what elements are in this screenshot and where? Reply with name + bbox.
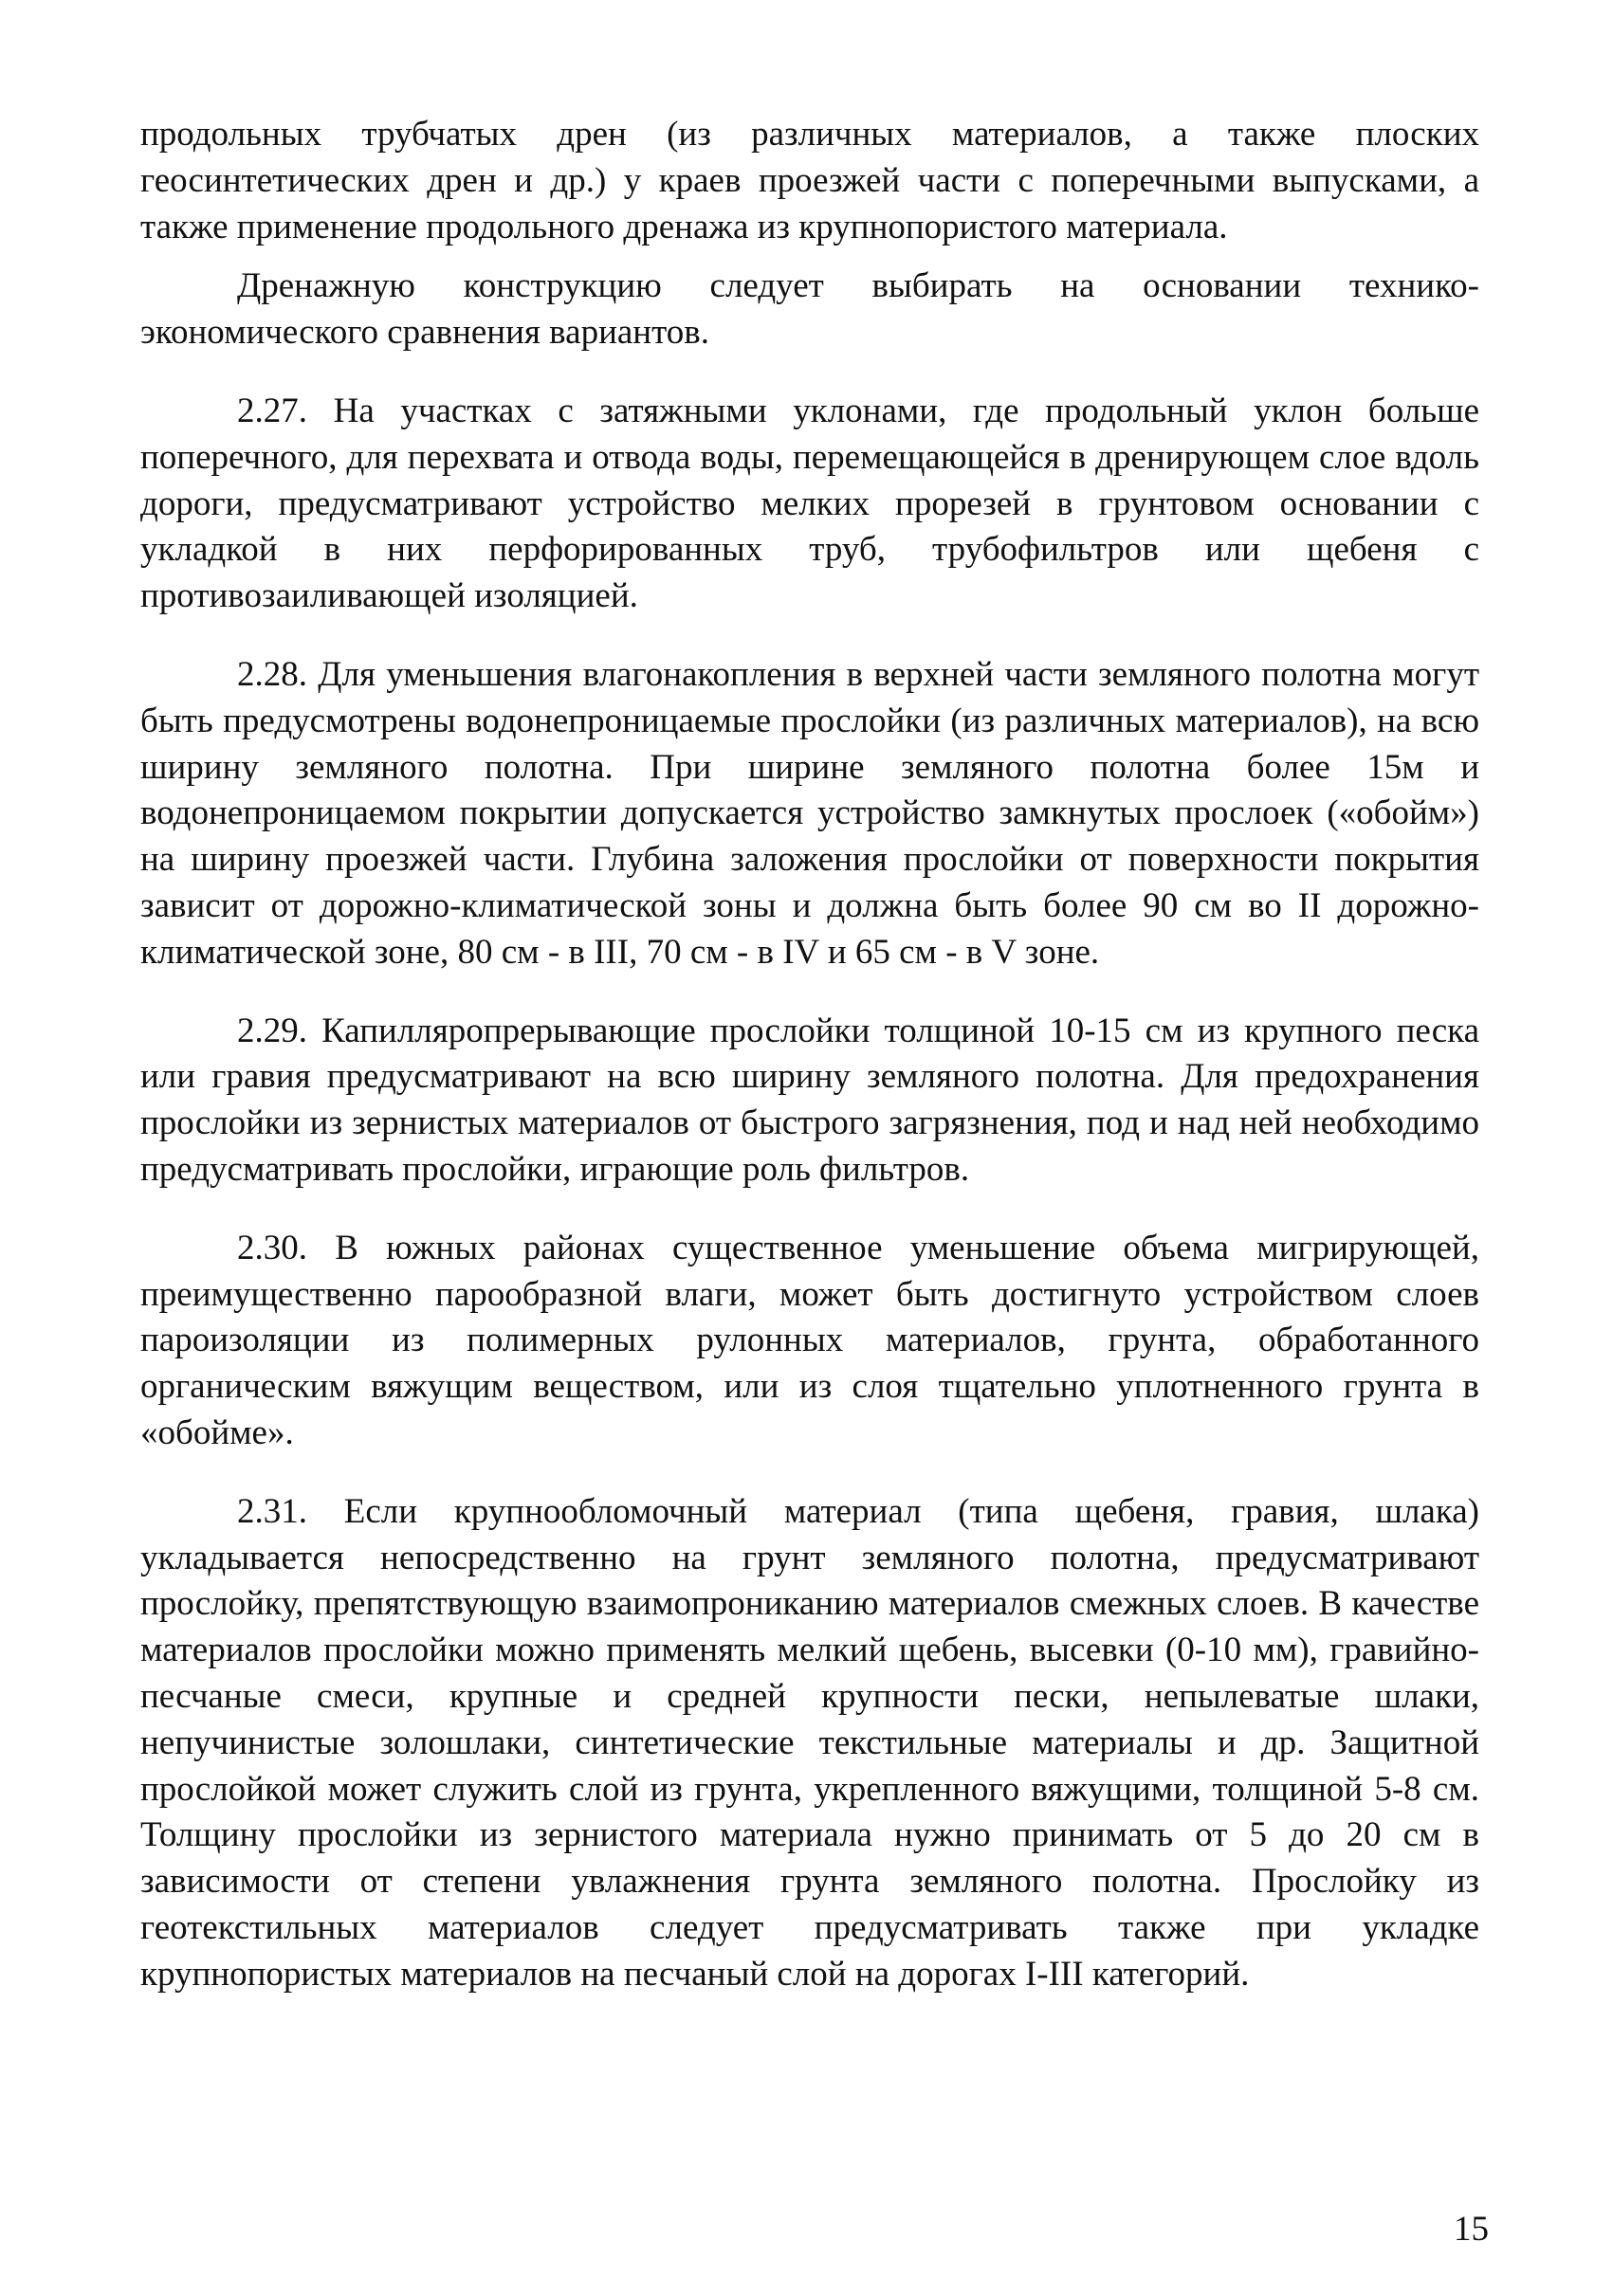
paragraph-drainage-continued: продольных трубчатых дрен (из различных материалов, а также плоских геосинтетических дрен и др.) у краев проезжей части с поперечными выпусками, а также применение продольного дренажа из крупнопористого материала.: [140, 115, 1479, 246]
paragraph-2-27: 2.27. На участках с затяжными уклонами, где продольный уклон больше поперечного, для перехвата и отвода воды, перемещающейся в дренирующем слое вдоль дороги, предусматривают устройство мелких прорезей в грунтовом основании с укладкой в них перфорированных труб, трубофильтров или щебеня с противозаиливающей изоляцией.: [140, 391, 1479, 616]
paragraph-2-28: 2.28. Для уменьшения влагонакопления в верхней части земляного полотна могут быть предусмотрены водонепроницаемые прослойки (из различных материалов), на всю ширину земляного полотна. При ширине земляного полотна более 15м и водонепроницаемом покрытии допускается устройство замкнутых прослоек («обойм») на ширину проезжей части. Глубина заложения прослойки от поверхности покрытия зависит от дорожно-климатической зоны и должна быть более 90 см во II дорожно-климатической зоне, 80 см - в III, 70 см - в IV и 65 см - в V зоне.: [140, 654, 1479, 972]
document-page: [140, 112, 1479, 1997]
paragraph-2-29: 2.29. Капилляропрерывающие прослойки толщиной 10-15 см из крупного песка или гравия предусматривают на всю ширину земляного полотна. Для предохранения прослойки из зернистых материалов от быстрого загрязнения, под и над ней необходимо предусматривать прослойки, играющие роль фильтров.: [140, 1011, 1479, 1189]
paragraph-2-30: 2.30. В южных районах существенное уменьшение объема мигрирующей, преимущественно парообразной влаги, может быть достигнуто устройством слоев пароизоляции из полимерных рулонных материалов, грунта, обработанного органическим вяжущим веществом, или из слоя тщательно уплотненного грунта в «обойме».: [140, 1228, 1479, 1452]
paragraph-drainage-choice: Дренажную конструкцию следует выбирать на основании технико-экономического сравнения вариантов.: [140, 266, 1479, 353]
paragraph-2-31: 2.31. Если крупнообломочный материал (типа щебеня, гравия, шлака) укладывается непосредственно на грунт земляного полотна, предусматривают прослойку, препятствующую взаимопрониканию материалов смежных слоев. В качестве материалов прослойки можно применять мелкий щебень, высевки (0-10 мм), гравийно-песчаные смеси, крупные и средней крупности пески, непылеватые шлаки, непучинистые золошлаки, синтетические текстильные материалы и др. Защитной прослойкой может служить слой из грунта, укрепленного вяжущими, толщиной 5-8 см. Толщину прослойки из зернистого материала нужно принимать от 5 до 20 см в зависимости от степени увлажнения грунта земляного полотна. Прослойку из геотекстильных материалов следует предусматривать также при укладке крупнопористых материалов на песчаный слой на дорогах I-III категорий.: [140, 1491, 1479, 1994]
page-number: 15: [1454, 2210, 1489, 2249]
